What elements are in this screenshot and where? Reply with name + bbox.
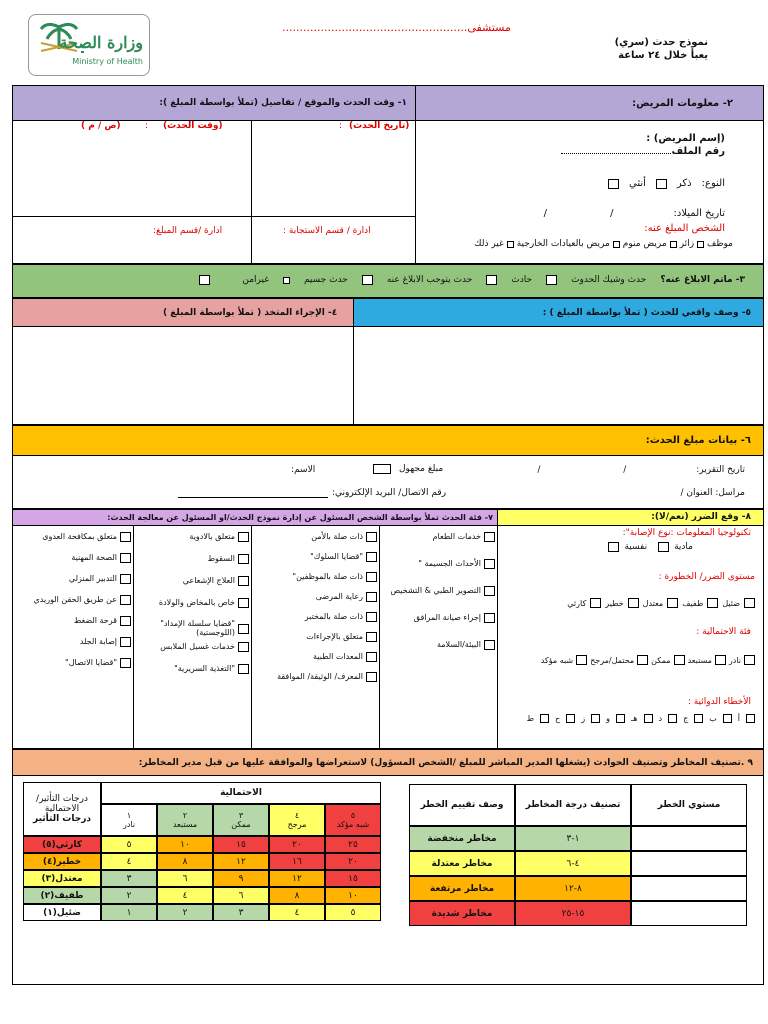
category-checkbox[interactable] (120, 574, 131, 584)
event-date-colon: : (339, 121, 343, 131)
category-label: إصابة الجلد (79, 636, 117, 646)
report-date-label: تاريخ التقرير: (696, 465, 745, 475)
visitor-label: زائر (679, 239, 695, 249)
incident-checkbox[interactable] (486, 275, 497, 285)
category-label: متعلق بالإجراءات (306, 631, 363, 641)
probability-header: الاحتمالية (101, 782, 381, 804)
option-label: ط (526, 714, 535, 723)
option-label: أ (737, 714, 740, 723)
option-label: طفيف (682, 598, 704, 608)
category-label: الأحداث الجسيمة " (418, 558, 481, 568)
category-item[interactable] (19, 553, 131, 563)
risk-cell: ٣ (213, 904, 269, 921)
prob-label: نادر (122, 820, 136, 829)
category-item[interactable] (133, 554, 249, 564)
category-item[interactable] (251, 592, 377, 602)
male-label: ذكر (676, 178, 692, 189)
category-checkbox[interactable] (120, 532, 131, 542)
legend-level-input[interactable] (631, 851, 747, 876)
category-item[interactable] (251, 612, 377, 622)
category-item[interactable] (251, 532, 377, 542)
unsafe-checkbox[interactable] (199, 275, 210, 285)
section-9 (12, 749, 764, 985)
category-item[interactable] (251, 672, 377, 682)
category-label: المعرف/ الوثيقة/ الموافقة (277, 671, 363, 681)
report-date-row[interactable] (537, 465, 745, 475)
reporter-dept-label[interactable]: ادارة /قسم المبلغ: (153, 226, 223, 236)
option-label: و (606, 714, 610, 723)
category-checkbox[interactable] (120, 616, 131, 626)
legend-desc: مخاطر منخفضة (409, 826, 515, 851)
section-6 (12, 425, 764, 509)
category-label: المعدات الطبية (313, 651, 363, 661)
legend-range: ٨-١٢ (515, 876, 631, 901)
category-checkbox[interactable] (484, 559, 495, 569)
reporter-name-label[interactable]: الاسم: (291, 465, 316, 475)
prob-label: شبه مؤكد (336, 820, 370, 829)
near-miss-label: حدث وشيك الحدوث (571, 275, 647, 285)
category-label: ذات صلة بالأمن (311, 531, 363, 541)
category-item[interactable] (381, 640, 495, 650)
incident-label: حادث (511, 275, 533, 285)
legend-level-input[interactable] (631, 901, 747, 926)
option-checkbox[interactable] (576, 655, 587, 665)
category-label: "قضايا سلسلة الإمداد" (اللوجستية) (160, 619, 235, 637)
category-item[interactable] (19, 574, 131, 584)
category-label: "التغذية السريرية" (174, 663, 235, 673)
legend-level-input[interactable] (631, 826, 747, 851)
action-taken-area[interactable] (15, 329, 351, 421)
section-4-title: ٤- الإجراء المتخذ ( تملأ بواسطة المبلغ ) (163, 308, 338, 318)
risk-cell: ٦ (157, 870, 213, 887)
risk-cell: ١٠ (325, 887, 381, 904)
category-checkbox[interactable] (238, 598, 249, 608)
option-checkbox[interactable] (707, 598, 718, 608)
address-label[interactable]: مراسل: العنوان / (680, 488, 745, 498)
category-label: العلاج الإشعاعي (182, 575, 235, 585)
category-checkbox[interactable] (238, 576, 249, 586)
option-label: مستبعد (687, 655, 712, 665)
section-2-title: ٢- معلومات المريض: (632, 98, 733, 109)
risk-cell: ٤ (101, 853, 157, 870)
option-checkbox[interactable] (566, 714, 575, 723)
section-6-title: ٦- بيانات مبلغ الحدث: (645, 435, 751, 446)
option-label: د (658, 714, 663, 723)
category-label: عن طريق الحقن الوريدي (33, 594, 117, 604)
risk-cell: ٢٠ (269, 836, 325, 853)
option-checkbox[interactable] (616, 714, 625, 723)
category-item[interactable] (381, 559, 495, 569)
legend-header: وصف تقييم الخطر (409, 784, 515, 826)
risk-cell: ٩ (213, 870, 269, 887)
section-3 (12, 264, 764, 298)
category-checkbox[interactable] (120, 658, 131, 668)
harm-level-row (567, 598, 755, 608)
legend-level-input[interactable] (631, 876, 747, 901)
category-label: ذات صلة بالموظفين" (292, 571, 363, 581)
prob-label: مرجح (287, 820, 307, 829)
option-label: هـ (630, 714, 638, 723)
anonymous-row (373, 464, 443, 474)
category-item[interactable] (133, 620, 249, 638)
category-checkbox[interactable] (366, 652, 377, 662)
risk-cell: ١٥ (325, 870, 381, 887)
reportable-label: حدث يتوجب الابلاغ عنه (386, 275, 473, 285)
category-item[interactable] (133, 642, 249, 652)
risk-cell: ٢٥ (325, 836, 381, 853)
event-time-ampm[interactable]: (ص / م ) (81, 121, 121, 131)
category-checkbox[interactable] (120, 553, 131, 563)
form-note: يعبأ خلال ٢٤ ساعة (618, 50, 708, 61)
category-item[interactable] (381, 586, 495, 596)
form-title: نموذج حدث (سري) (614, 37, 708, 48)
option-label: محتمل/مرجح (590, 655, 635, 665)
male-checkbox[interactable] (656, 179, 667, 189)
serious-label: حدث جسيم (303, 275, 348, 285)
option-checkbox[interactable] (746, 714, 755, 723)
category-checkbox[interactable] (484, 586, 495, 596)
option-checkbox[interactable] (644, 714, 653, 723)
option-label: ضئيل (722, 598, 740, 608)
risk-cell: ٥ (101, 836, 157, 853)
logo-arabic: وزارة الصحة (59, 33, 143, 52)
section-4-5 (12, 298, 764, 425)
probability-col (101, 804, 157, 836)
option-checkbox[interactable] (637, 655, 648, 665)
legend-range: ١٥-٢٥ (515, 901, 631, 926)
category-label: خدمات الطعام (432, 531, 481, 541)
risk-cell: ٥ (325, 904, 381, 921)
probability-col (269, 804, 325, 836)
corner-bottom: الاحتمالية (44, 804, 80, 814)
impact-row-label: معتدل(٣) (23, 870, 101, 887)
option-checkbox[interactable] (667, 598, 678, 608)
response-dept-label[interactable]: ادارة / قسم الاستجابة : (283, 226, 371, 236)
section-7-title: ٧- فئة الحدث تملأ بواسطة الشخص المسئول عن إدارة نموذج الحدث/او المسئول عن معالجة الحدث: (107, 513, 493, 522)
risk-cell: ١٦ (269, 853, 325, 870)
risk-cell: ١٢ (269, 870, 325, 887)
other-label: غير ذلك (474, 239, 504, 249)
logo-english: Ministry of Health (72, 57, 143, 66)
harm-level-label: مستوى الضرر/ الخطورة : (658, 572, 755, 582)
probability-col (325, 804, 381, 836)
legend-header: مستوي الخطر (631, 784, 747, 826)
category-label: الصحة المهنية (71, 552, 117, 562)
category-checkbox[interactable] (238, 664, 249, 674)
option-checkbox[interactable] (590, 598, 601, 608)
category-label: التدبير المنزلي (68, 573, 117, 583)
section-3-row (199, 275, 745, 285)
option-checkbox[interactable] (744, 598, 755, 608)
category-item[interactable] (251, 652, 377, 662)
option-checkbox[interactable] (668, 714, 677, 723)
hospital-field[interactable]: مستشفى..................................................... (282, 21, 511, 34)
category-label: "قضايا السلوك" (310, 551, 363, 561)
section-9-title: ٩ .تصنيف المخاطر وتصنيف الحوادث (يشغلها المدير المباشر للمبلغ /الشخص المسؤول) لاستعراضها والموافقة عليها من قبل مدير المخاطر: (138, 758, 753, 768)
visitor-checkbox[interactable] (670, 241, 677, 248)
injury-type-label: تكنولوجيا المعلومات :نوع الإصابة": (622, 528, 751, 538)
option-checkbox[interactable] (744, 655, 755, 665)
med-errors-row (527, 714, 755, 723)
physical-label: مادية (674, 542, 693, 552)
category-item[interactable] (19, 637, 131, 647)
risk-cell: ٦ (213, 887, 269, 904)
outpatient-checkbox[interactable] (507, 241, 514, 248)
inpatient-label: مريض منوم (622, 239, 667, 249)
patient-name-label[interactable]: (إسم المريض) : (646, 133, 725, 144)
category-item[interactable] (251, 632, 377, 642)
category-label: خدمات غسيل الملابس (160, 641, 235, 651)
option-label: ز (581, 714, 586, 723)
category-item[interactable] (251, 552, 377, 562)
section-7-8 (12, 509, 764, 749)
impact-row-label: كارثي(٥) (23, 836, 101, 853)
category-item[interactable] (381, 613, 495, 623)
impact-row-label: ضئيل(١) (23, 904, 101, 921)
risk-cell: ٣ (101, 870, 157, 887)
impact-header: درجات التأثير (33, 814, 92, 824)
category-checkbox[interactable] (366, 552, 377, 562)
category-checkbox[interactable] (366, 532, 377, 542)
med-errors-label: الأخطاء الدوائية : (687, 697, 751, 707)
event-date-label: (تاريخ الحدث) (349, 121, 410, 131)
event-time-colon: : (145, 121, 149, 131)
inpatient-checkbox[interactable] (613, 241, 620, 248)
prob-number: ١ (126, 811, 132, 820)
option-checkbox[interactable] (591, 714, 600, 723)
dob-row[interactable] (544, 208, 725, 219)
option-label: كارثي (567, 598, 587, 608)
moh-logo (28, 14, 150, 76)
prob-number: ٤ (294, 811, 300, 820)
probability-label: فئة الاحتمالية : (696, 627, 751, 637)
category-checkbox[interactable] (120, 595, 131, 605)
category-checkbox[interactable] (484, 613, 495, 623)
option-label: ح (555, 714, 561, 723)
risk-cell: ١٥ (213, 836, 269, 853)
prob-label: مستبعد (172, 820, 198, 829)
anonymous-checkbox[interactable] (373, 464, 391, 474)
gender-row (608, 178, 725, 189)
prob-number: ٢ (182, 811, 188, 820)
option-checkbox[interactable] (628, 598, 639, 608)
legend-range: ١-٣ (515, 826, 631, 851)
matrix-corner (23, 782, 101, 836)
category-checkbox[interactable] (238, 554, 249, 564)
option-checkbox[interactable] (694, 714, 703, 723)
category-label: البيئة/السلامة (436, 639, 481, 649)
category-item[interactable] (133, 598, 249, 608)
option-checkbox[interactable] (715, 655, 726, 665)
risk-cell: ٤ (157, 887, 213, 904)
category-item[interactable] (133, 532, 249, 542)
serious-checkbox[interactable] (283, 277, 290, 284)
category-item[interactable] (251, 572, 377, 582)
category-item[interactable] (133, 664, 249, 674)
risk-cell: ١ (101, 904, 157, 921)
unsafe-label: غيرامن (242, 275, 269, 285)
option-checkbox[interactable] (540, 714, 549, 723)
category-checkbox[interactable] (366, 612, 377, 622)
category-checkbox[interactable] (120, 637, 131, 647)
injury-type-row (608, 542, 693, 552)
employee-label: موظف (707, 239, 733, 249)
probability-col (157, 804, 213, 836)
prob-label: ممكن (231, 820, 251, 829)
category-label: خاص بالمخاض والولادة (158, 597, 235, 607)
reportable-checkbox[interactable] (362, 275, 373, 285)
anonymous-label: مبلغ مجهول (399, 464, 444, 474)
file-number-label[interactable]: رقم الملف (561, 146, 725, 157)
category-checkbox[interactable] (366, 572, 377, 582)
option-label: ب (709, 714, 717, 723)
legend-desc: مخاطر معتدلة (409, 851, 515, 876)
category-label: قرحة الضغط (73, 615, 117, 625)
reported-person-label: الشخص المبلغ عنه: (644, 223, 725, 234)
physical-checkbox[interactable] (658, 542, 669, 552)
category-checkbox[interactable] (484, 640, 495, 650)
event-description-area[interactable] (355, 329, 761, 421)
risk-cell: ٨ (157, 853, 213, 870)
probability-row (541, 655, 755, 665)
option-checkbox[interactable] (723, 714, 732, 723)
category-label: السقوط (207, 553, 235, 563)
event-time-label: (وقت الحدث) (163, 121, 223, 131)
option-label: ج (683, 714, 689, 723)
section-5-title: ٥- وصف واقعي للحدث ( تملأ بواسطة المبلغ ) : (542, 308, 751, 318)
category-label: متعلق بالادوية (189, 531, 235, 541)
prob-number: ٣ (238, 811, 244, 820)
impact-row-label: خطير(٤) (23, 853, 101, 870)
category-item[interactable] (19, 532, 131, 542)
legend-desc: مخاطر شديدة (409, 901, 515, 926)
option-label: ممكن (651, 655, 671, 665)
section-3-title: ٣- ماتم الابلاغ عنه؟ (660, 275, 745, 285)
option-label: نادر (728, 655, 741, 665)
section-1-title: ١- وقت الحدث والموقع / تفاصيل (تملأ بواسطة المبلغ ): (159, 98, 407, 108)
category-item[interactable] (381, 532, 495, 542)
risk-cell: ٢ (157, 904, 213, 921)
dob-format: / / (543, 208, 644, 219)
risk-cell: ٢٠ (325, 853, 381, 870)
category-item[interactable] (133, 576, 249, 586)
category-label: "قضايا الاتصال" (65, 657, 117, 667)
category-item[interactable] (19, 658, 131, 668)
probability-col (213, 804, 269, 836)
employee-checkbox[interactable] (697, 241, 704, 248)
risk-cell: ٢ (101, 887, 157, 904)
contact-label: رقم الاتصال/ البريد الإلكتروني: (332, 488, 447, 498)
category-checkbox[interactable] (366, 632, 377, 642)
legend-header: تصنيف درجة المخاطر (515, 784, 631, 826)
person-type-row (474, 239, 733, 249)
psychological-checkbox[interactable] (608, 542, 619, 552)
category-label: التصوير الطبي & التشخيص (390, 585, 481, 595)
female-label: أنثي (628, 178, 646, 189)
legend-desc: مخاطر مرتفعة (409, 876, 515, 901)
category-label: إجراء صيانة المرافق (413, 612, 481, 622)
psychological-label: نفسية (624, 542, 648, 552)
category-item[interactable] (19, 616, 131, 626)
category-checkbox[interactable] (238, 642, 249, 652)
category-label: متعلق بمكافحة العدوى (42, 531, 117, 541)
gender-label: النوع: (701, 178, 725, 189)
option-label: خطير (605, 598, 624, 608)
risk-cell: ٨ (269, 887, 325, 904)
option-checkbox[interactable] (674, 655, 685, 665)
female-checkbox[interactable] (608, 179, 619, 189)
option-label: شبه مؤكد (540, 655, 574, 665)
section-8-title: ٨- وقع الضرر (نعم/لا): (651, 512, 751, 522)
category-checkbox[interactable] (366, 592, 377, 602)
dob-label: تاريخ الميلاد: (673, 208, 725, 219)
impact-row-label: طفيف(٢) (23, 887, 101, 904)
prob-number: ٥ (350, 811, 356, 820)
category-checkbox[interactable] (484, 532, 495, 542)
legend-range: ٤-٦ (515, 851, 631, 876)
corner-top: درجات التأثير/ (36, 794, 88, 804)
outpatient-label: مريض بالعيادات الخارجية (516, 239, 610, 249)
near-miss-checkbox[interactable] (546, 275, 557, 285)
contact-row[interactable] (178, 488, 446, 498)
category-label: ذات صلة بالمختبر (304, 611, 363, 621)
section-1-2 (12, 85, 764, 264)
report-date-format: / / (537, 465, 667, 475)
risk-cell: ١٠ (157, 836, 213, 853)
option-label: معتدل (642, 598, 664, 608)
risk-cell: ٤ (269, 904, 325, 921)
category-checkbox[interactable] (238, 532, 249, 542)
category-item[interactable] (19, 595, 131, 605)
category-checkbox[interactable] (366, 672, 377, 682)
category-label: رعاية المرضى (315, 591, 363, 601)
risk-cell: ١٢ (213, 853, 269, 870)
category-checkbox[interactable] (238, 624, 249, 634)
